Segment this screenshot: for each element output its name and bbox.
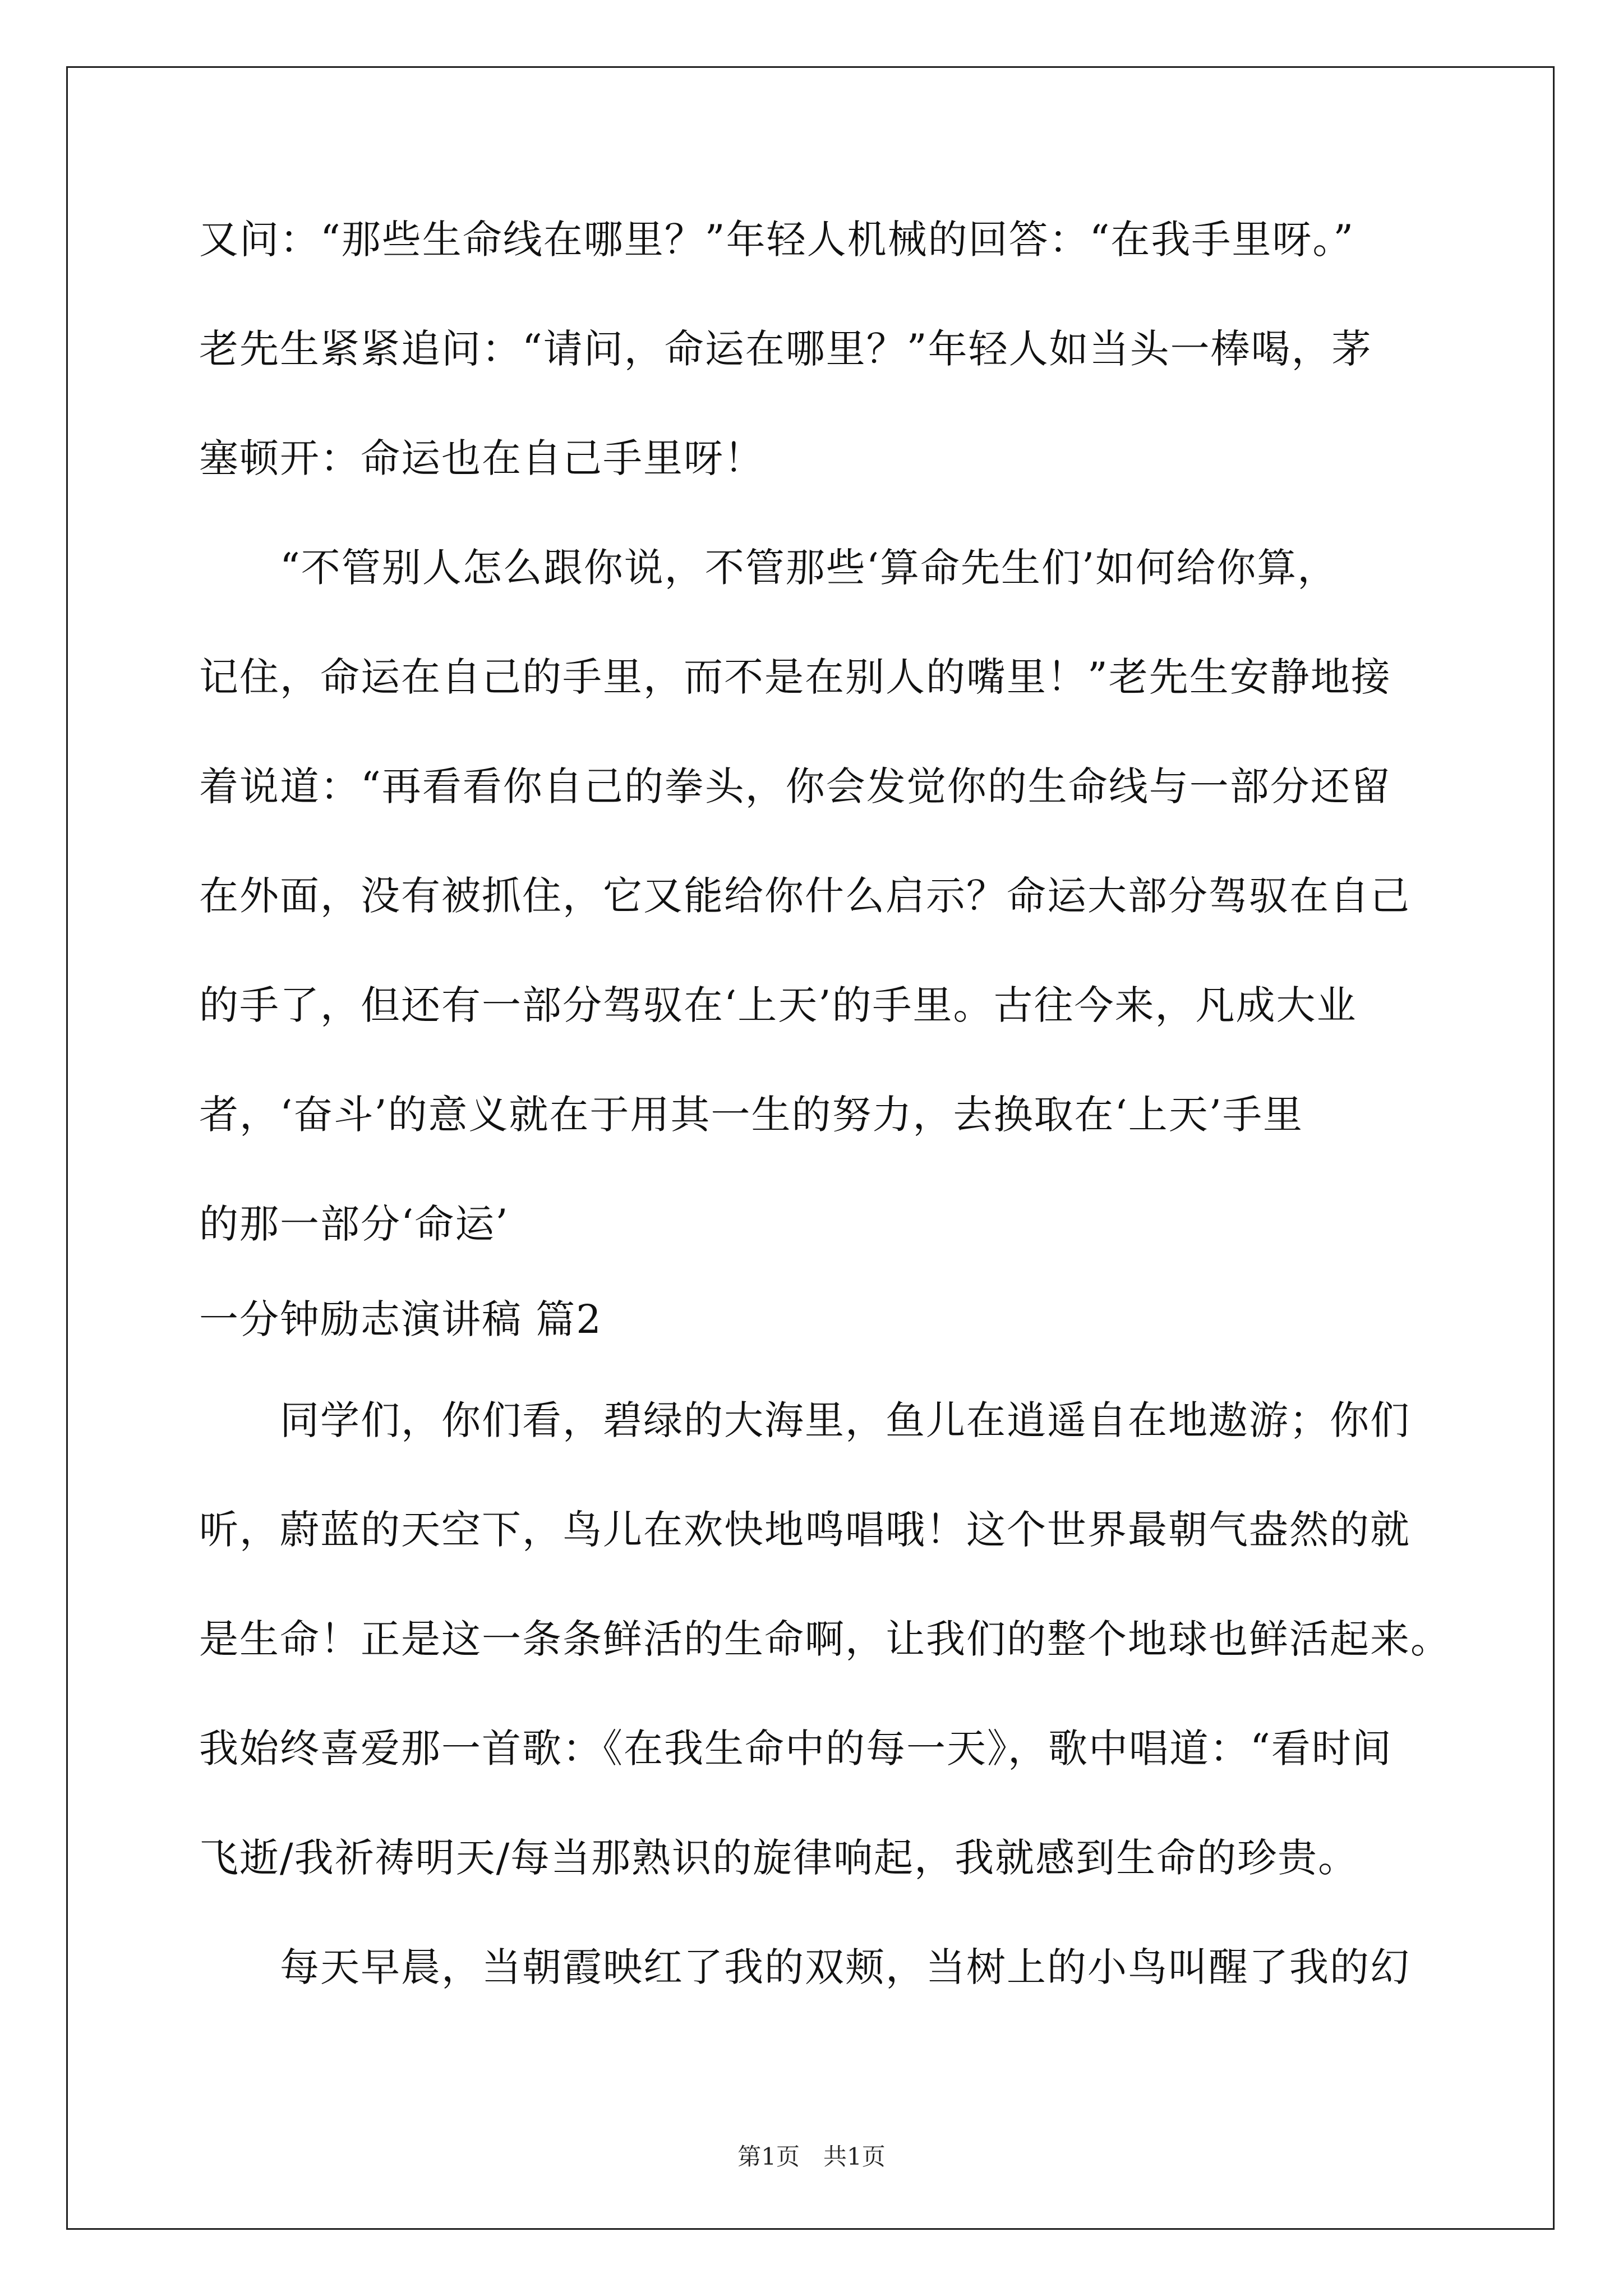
text-line: 老先生紧紧追问：“请问，命运在哪里？”年轻人如当头一棒喝，茅 [199,326,1372,372]
text-line: 同学们，你们看，碧绿的大海里，鱼儿在逍遥自在地遨游；你们 [199,1397,1410,1443]
text-line: 我始终喜爱那一首歌：《在我生命中的每一天》，歌中唱道：“看时间 [199,1726,1393,1772]
text-line: 着说道：“再看看你自己的拳头，你会发觉你的生命线与一部分还留 [199,763,1391,809]
text-line: 是生命！正是这一条条鲜活的生命啊，让我们的整个地球也鲜活起来。 [199,1616,1451,1662]
page-number-footer: 第1页 共1页 [737,2143,886,2170]
text-line: “不管别人怎么跟你说，不管那些‘算命先生们’如何给你算， [199,545,1338,591]
text-line: 飞逝/我祈祷明天/每当那熟识的旋律响起，我就感到生命的珍贵。 [199,1835,1359,1881]
page-border [66,66,1555,2230]
text-line: 者，‘奋斗’的意义就在于用其一生的努力，去换取在‘上天’手里 [199,1092,1304,1138]
text-line: 记住，命运在自己的手里，而不是在别人的嘴里！”老先生安静地接 [199,654,1391,700]
text-line: 的那一部分‘命运’ [199,1201,509,1247]
text-line: 在外面，没有被抓住，它又能给你什么启示？命运大部分驾驭在自己 [199,873,1410,919]
text-line: 每天早晨，当朝霞映红了我的双颊，当树上的小鸟叫醒了我的幻 [199,1944,1410,1990]
text-line: 塞顿开：命运也在自己手里呀！ [199,435,764,481]
text-line: 的手了，但还有一部分驾驭在‘上天’的手里。古往今来，凡成大业 [199,982,1357,1028]
text-line: 听，蔚蓝的天空下，鸟儿在欢快地鸣唱哦！这个世界最朝气盎然的就 [199,1507,1410,1553]
section-heading: 一分钟励志演讲稿 篇2 [199,1296,602,1342]
text-line: 又问：“那些生命线在哪里？”年轻人机械的回答：“在我手里呀。” [199,217,1355,263]
